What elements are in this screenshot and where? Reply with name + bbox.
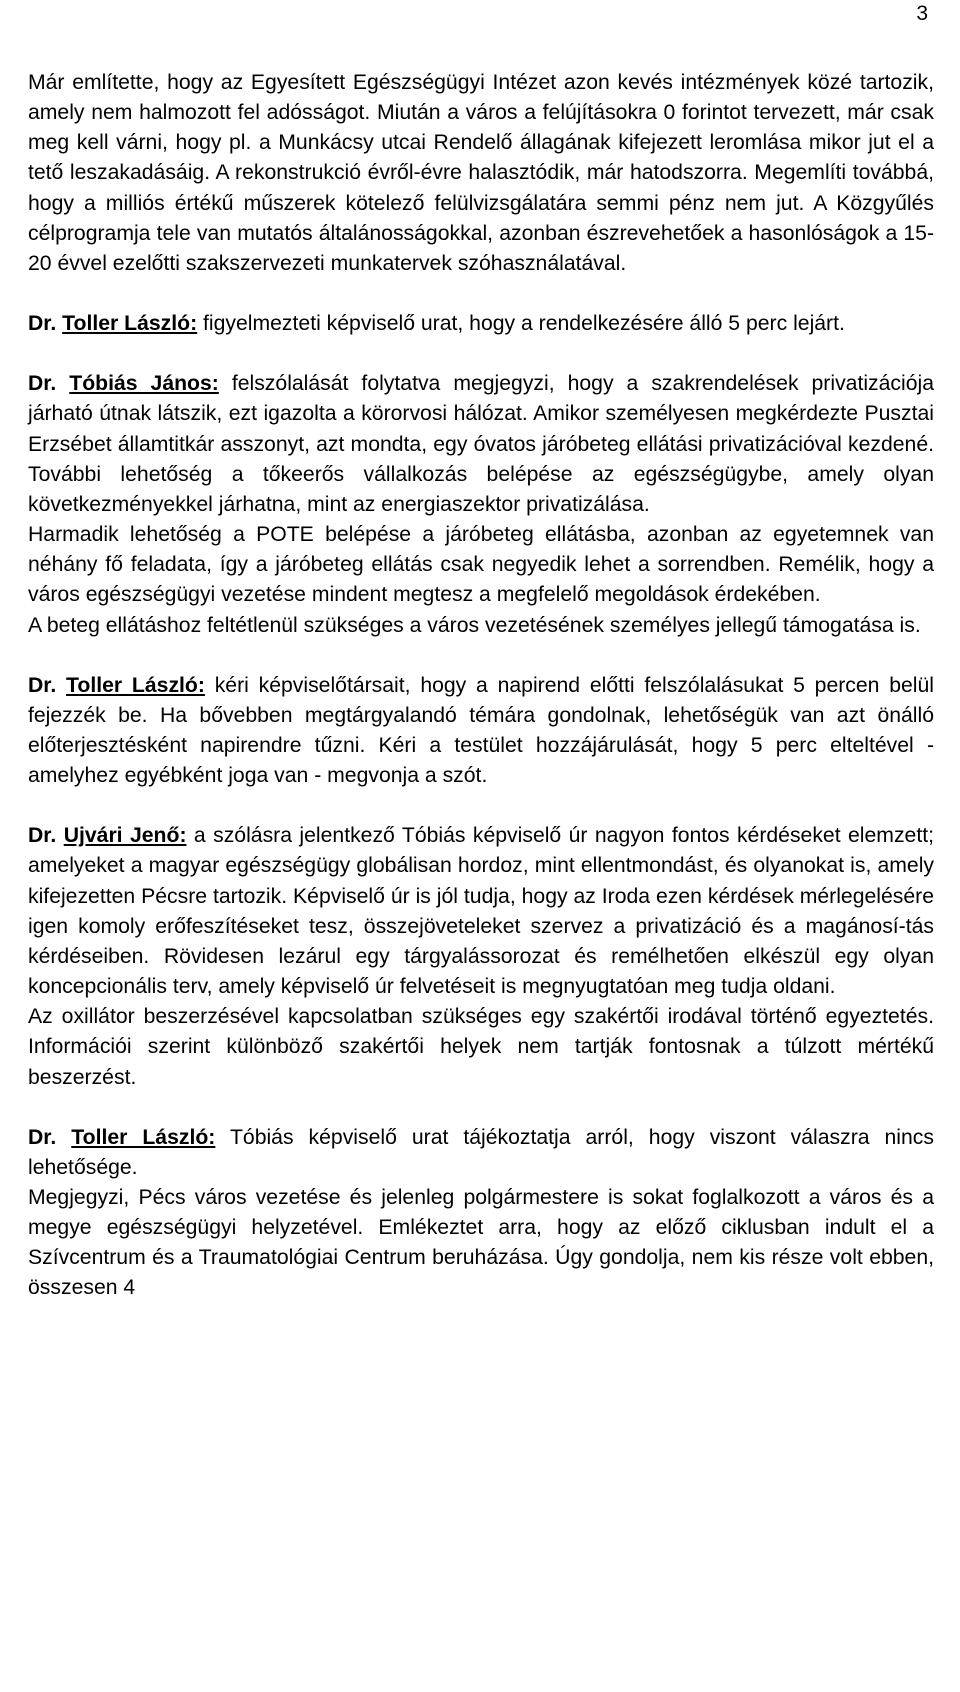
page-number: 3 — [916, 2, 928, 25]
paragraph-gap — [0, 641, 960, 671]
speaker-prefix: Dr. — [28, 372, 70, 396]
speaker-label — [28, 312, 197, 335]
speaker-paragraph — [0, 369, 960, 520]
speaker-name: Toller László: — [66, 673, 205, 697]
speaker-label — [28, 1126, 215, 1149]
speaker-paragraph — [0, 821, 960, 1002]
speaker-label — [28, 372, 219, 395]
speaker-name: Tóbiás János: — [69, 372, 219, 396]
speaker-prefix: Dr. — [28, 1125, 72, 1149]
speaker-prefix: Dr. — [28, 824, 64, 848]
speaker-prefix: Dr. — [28, 673, 67, 697]
speech-text: Tóbiás képviselő urat tájékoztatja arról, hogy viszont válaszra nincs lehetősége. — [28, 1125, 934, 1179]
paragraph-gap — [0, 1093, 960, 1123]
speech-text: figyelmezteti képviselő urat, hogy a rendelkezésére álló 5 perc lejárt. — [197, 312, 845, 336]
paragraph: Már említette, hogy az Egyesített Egészségügyi Intézet azon kevés intézmények közé tartozik, amely nem halmozott fel adósságot. Miután a város a felújításokra 0 forintot tervezett, már csak meg kell várni, hogy pl. a Munkácsy utcai Rendelő állagának kifejezett leromlása mikor jut el a tető leszakadásáig. A rekonstrukció évről-évre halasztódik, már hatodszorra. Megemlíti továbbá, hogy a milliós értékű műszerek kötelező felülvizsgálatára semmi pénz nem jut. A Közgyűlés célprogramja tele van mutatós általánosságokkal, azonban észrevehetőek a hasonlóságok a 15-20 évvel ezelőtti szakszervezeti munkatervek szóhasználatával. — [28, 71, 934, 275]
speech-text: kéri képviselőtársait, hogy a napirend előtti felszólalásukat 5 percen belül fejezzék be. Ha bővebben megtárgyalandó témára gondolnak, lehetőségük van azt önálló előterjesztésként napirendre tűzni. Kéri a testület hozzájárulását, hogy 5 perc elteltével - amelyhez egyébként joga van - megvonja a szót. — [28, 673, 934, 788]
speech-text: felszólalását folytatva megjegyzi, hogy a szakrendelések privatizációja járható útnak látszik, ezt igazolta a körorvosi hálózat. Amikor személyesen megkérdezte Pusztai Erzsébet államtitkár asszonyt, azt mondta, egy óvatos járóbeteg ellátási privatizációval kezdené. További lehetőség a tőkeerős vállalkozás belépése az egészségügybe, amely olyan következményekkel járhatna, mint az energiaszektor privatizálása. — [28, 372, 934, 516]
paragraph-gap — [0, 339, 960, 369]
speaker-paragraph — [0, 671, 960, 792]
speaker-paragraph — [0, 309, 960, 339]
speaker-label — [28, 824, 187, 847]
speaker-name: Ujvári Jenő: — [63, 824, 187, 848]
speaker-name: Toller László: — [71, 1125, 216, 1149]
paragraph: Harmadik lehetőség a POTE belépése a járóbeteg ellátásba, azonban az egyetemnek van néhány fő feladata, így a járóbeteg ellátás csak negyedik lehet a sorrendben. Remélik, hogy a város egészségügyi vezetése mindent megtesz a megfelelő megoldások érdekében. — [28, 523, 934, 607]
speech-text: a szólásra jelentkező Tóbiás képviselő úr nagyon fontos kérdéseket elemzett; amelyeket a magyar egészségügy globálisan hordoz, mint ellentmondást, és olyanokat is, amely kifejezetten Pécsre tartozik. Képviselő úr is jól tudja, hogy az Iroda ezen kérdések mérlegelésére igen komoly erőfeszítéseket tesz, összejöveteleket szervez a privatizáció és a magánosí-tás kérdéseiben. Rövidesen lezárul egy tárgyalássorozat és remélhetően elkészül egy olyan koncepcionális terv, amely képviselő úr felvetéseit is megnyugtatóan meg tudja oldani. — [28, 824, 934, 999]
paragraph-gap — [0, 791, 960, 821]
speaker-name: Toller László: — [62, 312, 198, 336]
speaker-prefix: Dr. — [28, 312, 63, 336]
document-body — [0, 68, 960, 1304]
speaker-paragraph — [0, 1123, 960, 1183]
paragraph: Megjegyzi, Pécs város vezetése és jelenleg polgármestere is sokat foglalkozott a város és a megye egészségügyi helyzetével. Emlékeztet arra, hogy az előző ciklusban indult el a Szívcentrum és a Traumatológiai Centrum beruházása. Úgy gondolja, nem kis része volt ebben, összesen 4 — [28, 1186, 934, 1300]
paragraph: A beteg ellátáshoz feltétlenül szükséges a város vezetésének személyes jellegű támogatása is. — [28, 613, 921, 637]
speaker-label — [28, 674, 205, 697]
paragraph: Az oxillátor beszerzésével kapcsolatban szükséges egy szakértői irodával történő egyeztetés. Információi szerint különböző szakértői helyek nem tartják fontosnak a túlzott mértékű beszerzést. — [28, 1005, 934, 1089]
paragraph-gap — [0, 279, 960, 309]
